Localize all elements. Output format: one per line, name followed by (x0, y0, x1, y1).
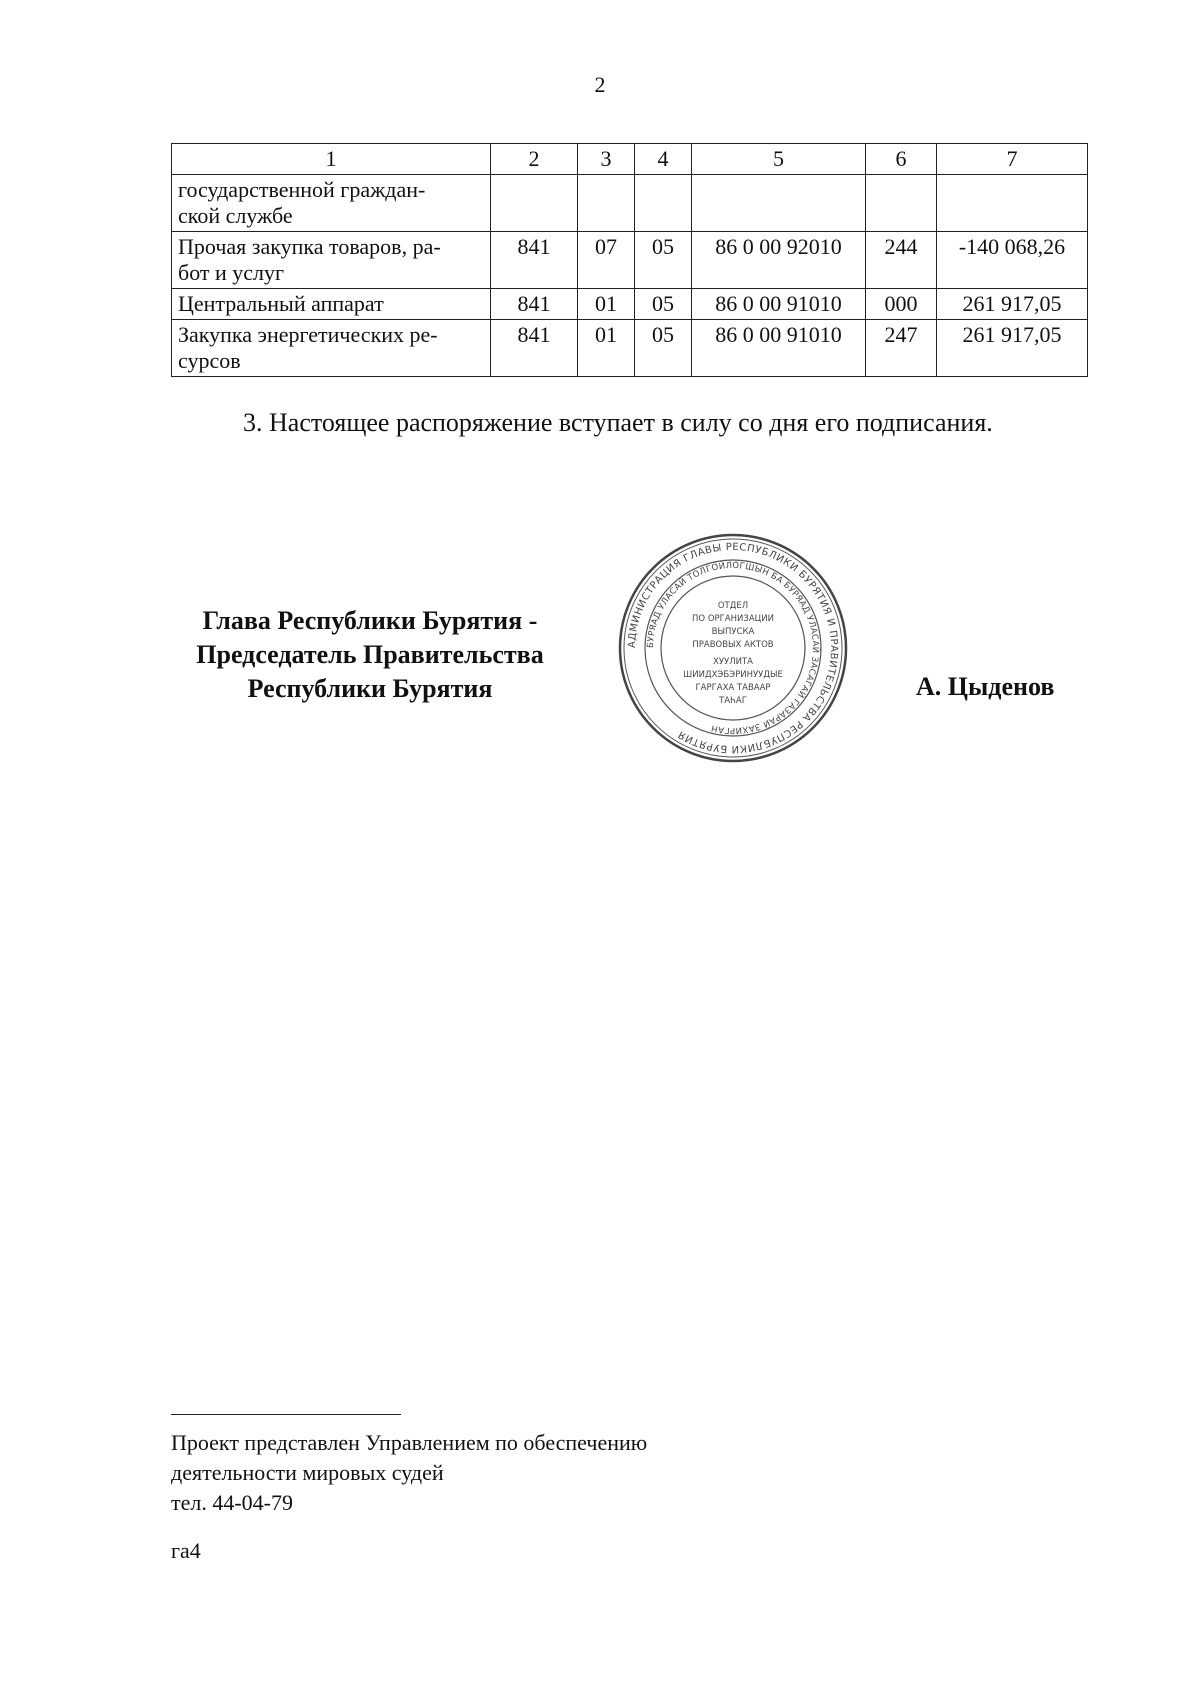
column-header: 6 (866, 144, 937, 175)
table-row (172, 175, 1088, 232)
table-cell: 841 (491, 289, 578, 320)
table-row (172, 320, 1088, 377)
table-cell: 86 0 00 91010 (692, 289, 866, 320)
table-cell: 07 (578, 232, 635, 289)
column-header: 3 (578, 144, 635, 175)
signatory-title-line: Председатель Правительства (196, 640, 544, 669)
footnote (171, 1428, 647, 1518)
table-cell: 05 (635, 232, 692, 289)
table-cell: 841 (491, 232, 578, 289)
table-cell: -140 068,26 (937, 232, 1088, 289)
seal-inner-ring-text: БУРЯАД УЛАСАЙ ТОЛГОЙЛОГШЫН БА БУРЯАД УЛАСАЙ ЗАСАГАЙ ГАЗАРАЙ ЗАХИРГАН (645, 560, 821, 736)
clause-text: 3. Настоящее распоряжение вступает в силу со дня его подписания. (243, 408, 993, 437)
table-cell: 86 0 00 91010 (692, 320, 866, 377)
page-number: 2 (594, 72, 606, 97)
seal-center-line: ХУУЛИТА (713, 657, 753, 667)
column-header: 4 (635, 144, 692, 175)
table-cell (937, 175, 1088, 232)
row-name-cell: государственной граждан- ской службе (172, 175, 491, 232)
table-row (172, 232, 1088, 289)
row-name-cell: Прочая закупка товаров, ра- бот и услуг (172, 232, 491, 289)
table-cell: 86 0 00 92010 (692, 232, 866, 289)
seal-center-line: ПО ОРГАНИЗАЦИИ (692, 614, 774, 624)
footnote-line: тел. 44-04-79 (171, 1490, 294, 1515)
column-header: 7 (937, 144, 1088, 175)
document-code: га4 (171, 1538, 201, 1563)
table-cell: 01 (578, 289, 635, 320)
table-cell: 05 (635, 320, 692, 377)
table-cell (866, 175, 937, 232)
table-row (172, 289, 1088, 320)
footnote-divider (171, 1414, 401, 1415)
table-cell (578, 175, 635, 232)
seal-center-line: ТАҺАГ (719, 696, 747, 706)
table-cell (692, 175, 866, 232)
table-cell: 261 917,05 (937, 320, 1088, 377)
column-header: 1 (172, 144, 491, 175)
column-header: 5 (692, 144, 866, 175)
signatory-title (170, 604, 570, 706)
table-header-row (172, 144, 1088, 175)
table-cell: 841 (491, 320, 578, 377)
column-header: 2 (491, 144, 578, 175)
seal-center-line: ГАРГАХА ТАВААР (695, 683, 771, 693)
table-cell: 261 917,05 (937, 289, 1088, 320)
footnote-line: Проект представлен Управлением по обеспечению (171, 1430, 648, 1455)
signatory-name: А. Цыденов (916, 672, 1055, 701)
signatory-title-line: Республики Бурятия (247, 674, 493, 703)
table-cell: 05 (635, 289, 692, 320)
seal-center-line: ВЫПУСКА (711, 627, 755, 637)
budget-table (171, 143, 1088, 377)
signatory-title-line: Глава Республики Бурятия - (202, 606, 538, 635)
table-cell: 01 (578, 320, 635, 377)
seal-center-line: ОТДЕЛ (717, 601, 749, 611)
table-cell: 247 (866, 320, 937, 377)
seal-outer-text: АДМИНИСТРАЦИЯ ГЛАВЫ РЕСПУБЛИКИ БУРЯТИЯ И ПРАВИТЕЛЬСТВА РЕСПУБЛИКИ БУРЯТИЯ (626, 541, 840, 755)
official-seal-stamp (617, 532, 849, 764)
row-name-cell: Закупка энергетических ре- сурсов (172, 320, 491, 377)
table-cell (635, 175, 692, 232)
seal-center-line: ШИИДХЭБЭРИНУУДЫЕ (683, 670, 783, 680)
table-cell: 000 (866, 289, 937, 320)
table-cell (491, 175, 578, 232)
row-name-cell: Центральный аппарат (172, 289, 491, 320)
seal-center-line: ПРАВОВЫХ АКТОВ (692, 640, 774, 650)
footnote-line: деятельности мировых судей (171, 1460, 444, 1485)
table-cell: 244 (866, 232, 937, 289)
